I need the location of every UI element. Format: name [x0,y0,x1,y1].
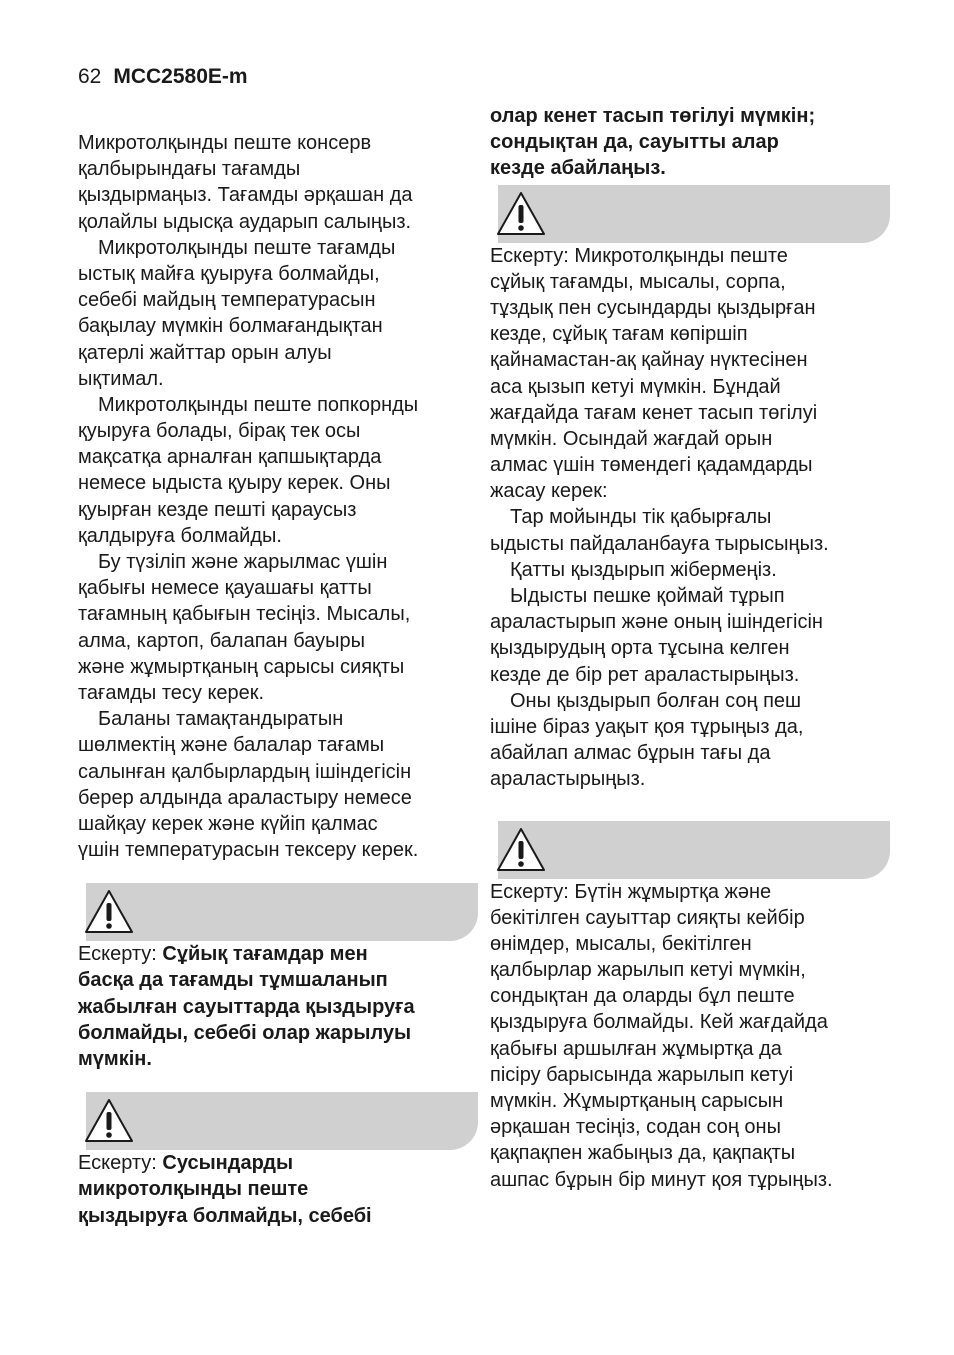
text-line: Қатты қыздырып жібермеңіз. [510,558,777,581]
warning-banner [490,821,890,879]
warning-bold-text: Сұйық тағамдар мен [162,943,368,966]
step-stir [490,583,890,688]
model-name: MCC2580E-m [113,65,248,88]
text-line: қуырған кезде пешті қараусыз [78,498,357,521]
text-line: абайлап алмас бұрын тағы да [490,742,771,765]
text-line: қолайлы ыдысқа аударып салыңыз. [78,210,412,233]
warning-banner [78,1092,478,1150]
warning-eggs [490,879,890,1193]
text-line: бекітілген сауыттар сияқты кейбір [490,906,805,929]
text-line: ыстық майға қуыруға болмайды, [78,262,380,285]
text-line: Баланы тамақтандыратын [98,708,344,731]
text-line: Бу түзіліп және жарылмас үшін [98,551,388,573]
warning-banner-background [86,1092,478,1150]
step-no-overheat [490,557,890,583]
text-line: Микротолқынды пеште попкорнды [98,393,419,416]
paragraph-baby-food [78,706,478,863]
text-line: қабығы аршылған жұмыртқа да [490,1037,782,1060]
warning-triangle-icon [494,189,548,239]
paragraph-deep-frying [78,235,478,392]
text-line: шайқау керек және күйіп қалмас [78,812,378,835]
text-line: Ескерту: Бүтін жұмыртқа және [490,880,772,903]
text-line: қыздыруға болмайды. Кей жағдайда [490,1011,828,1034]
paragraph-pierce-skin [78,549,478,706]
page-number: 62 [78,65,102,88]
warning-superheating [490,243,890,505]
warning-banner-background [498,821,890,879]
text-line: жабылған сауыттарда қыздыруға [78,995,415,1018]
text-line: ықтимал. [78,367,164,390]
text-line [78,1150,478,1176]
text-line: сондықтан да оларды бұл пеште [490,985,795,1008]
text-line: қақпақпен жабыңыз да, қақпақты [490,1142,796,1165]
text-line: кезде, сұйық тағам көпіршіп [490,323,748,346]
warning-prefix: Ескерту: [78,943,163,966]
step-let-stand [490,688,890,793]
text-line: немесе ыдыста қуыру керек. Оны [78,472,391,495]
text-line: қалбырындағы тағамды [78,158,301,181]
step-narrow-neck [490,504,890,556]
text-line: кезде де бір рет араластырыңыз. [490,663,800,686]
text-line: алмас үшін төмендегі қадамдарды [490,454,813,477]
warning-banner-background [86,883,478,941]
text-line: Оны қыздырып болған соң пеш [510,689,802,712]
paragraph-canned-food [78,130,478,235]
text-line: олар кенет тасып төгілуі мүмкін; [490,105,816,127]
text-line: қыздырудың орта тұсына келген [490,637,790,660]
warning-banner [490,185,890,243]
warning-beverages-continued [490,103,890,182]
text-line: ашпас бұрын бір минут қоя тұрыңыз. [490,1168,833,1191]
text-line: шөлмектің және балалар тағамы [78,734,385,757]
warning-triangle-icon [82,1096,136,1146]
text-line: қалбырлар жарылып кетуі мүмкін, [490,959,806,982]
warning-banner-background [498,185,890,243]
text-line: сұйық тағамды, мысалы, сорпа, [490,270,786,293]
text-line: микротолқынды пеште [78,1178,309,1201]
text-line: салынған қалбырлардың ішіндегісін [78,760,412,783]
text-line: қыздырмаңыз. Тағамды әрқашан да [78,184,413,207]
text-line: Ескерту: Микротолқынды пеште [490,244,788,267]
text-line: қалдыруға болмайды. [78,524,282,547]
text-line: үшін температурасын тексеру керек. [78,839,419,862]
text-line: аса қызып кетуі мүмкін. Бұндай [490,375,781,398]
page-header [78,64,248,90]
text-line: жағдайда тағам кенет тасып төгілуі [490,401,818,424]
text-line: қабығы немесе қауашағы қатты [78,577,372,600]
text-line: Микротолқынды пеште консерв [78,132,372,154]
text-line: және жұмыртқаның сарысы сияқты [78,655,405,678]
text-line: мүмкін. Осындай жағдай орын [490,427,773,450]
text-line: бақылау мүмкін болмағандықтан [78,315,383,338]
text-line: қуыруға болады, бірақ тек осы [78,420,361,443]
text-line: қайнамастан-ақ қайнау нүктесінен [490,349,808,372]
warning-prefix: Ескерту: [78,1152,163,1175]
text-line: әрқашан тесіңіз, содан соң оны [490,1116,781,1139]
text-line: өнімдер, мысалы, бекітілген [490,932,752,955]
warning-banner [78,883,478,941]
text-line: ішіне біраз уақыт қоя тұрыңыз да, [490,715,804,738]
left-column [78,130,478,1229]
text-line: тағамның қабығын тесіңіз. Мысалы, [78,603,411,626]
paragraph-popcorn [78,392,478,549]
text-line: басқа да тағамды тұмшаланып [78,969,388,992]
text-line: араластырыңыз. [490,768,646,791]
right-column [490,103,890,1193]
text-line: тұздық пен сусындарды қыздырған [490,296,816,319]
text-line: ыдысты пайдаланбауға тырысыңыз. [490,532,829,555]
warning-sealed-containers [78,941,478,1072]
text-line: араластырып және оның ішіндегісін [490,611,823,634]
text-line: берер алдында араластыру немесе [78,786,412,809]
text-line: Ыдысты пешке қоймай тұрып [510,585,785,607]
text-line: мақсатқа арналған қапшықтарда [78,446,382,469]
text-line: Микротолқынды пеште тағамды [98,236,396,259]
text-line: мүмкін. Жұмыртқаның сарысын [490,1090,784,1112]
text-line: кезде абайлаңыз. [490,157,666,180]
text-line: Тар мойынды тік қабырғалы [510,506,772,529]
text-line: алма, картоп, балапан бауыры [78,629,366,652]
warning-bold-text: Сусындарды [162,1152,294,1175]
text-line: сондықтан да, сауытты алар [490,131,779,154]
text-line: жасау керек: [490,480,608,503]
text-line: пісіру барысында жарылып кетуі [490,1063,794,1086]
text-line: мүмкін. [78,1048,152,1070]
warning-beverages [78,1150,478,1229]
text-line: қыздыруға болмайды, себебі [78,1204,372,1227]
warning-triangle-icon [82,887,136,937]
text-line: себебі майдың температурасын [78,289,376,312]
text-line [78,941,478,967]
text-line: болмайды, себебі олар жарылуы [78,1021,412,1044]
text-line: тағамды тесу керек. [78,681,265,704]
warning-triangle-icon [494,825,548,875]
text-line: қатерлі жайттар орын алуы [78,341,332,364]
